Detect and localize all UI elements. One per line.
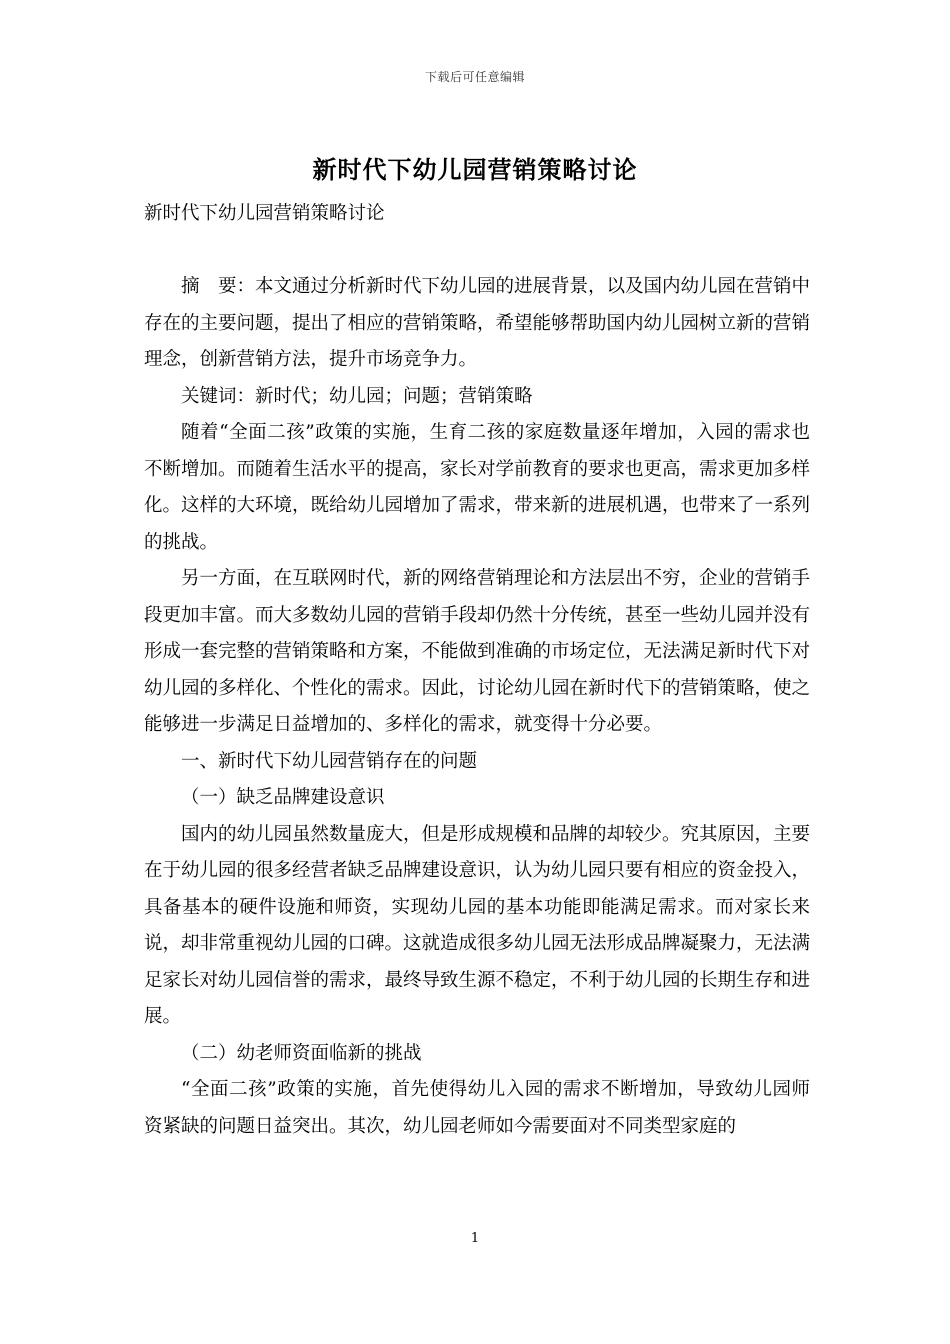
section-heading: 一、新时代下幼儿园营销存在的问题 [181,750,478,772]
abstract-paragraph: 摘 要：本文通过分析新时代下幼儿园的进展背景，以及国内幼儿园在营销中存在的主要问题，提出了相应的营销策略，希望能够帮助国内幼儿园树立新的营销理念，创新营销方法，提升市场竞争力。 [144,276,811,370]
document-body [144,196,810,1145]
body-paragraph: 随着“全面二孩”政策的实施，生育二孩的家庭数量逐年增加，入园的需求也不断增加。而随着生活水平的提高，家长对学前教育的要求也更高，需求更加多样化。这样的大环境，既给幼儿园增加了需求，带来新的进展机遇，也带来了一系列的挑战。 [144,422,811,553]
subsection-heading: （二）幼老师资面临新的挑战 [181,1042,422,1064]
subsection-heading: （一）缺乏品牌建设意识 [181,787,385,808]
download-note: 下载后可任意编辑 [424,70,525,84]
body-paragraph: “全面二孩”政策的实施，首先使得幼儿入园的需求不断增加，导致幼儿园师资紧缺的问题日益突出。其次，幼儿园老师如今需要面对不同类型家庭的 [144,1079,810,1137]
document-subtitle: 新时代下幼儿园营销策略讨论 [144,203,385,224]
document-title: 新时代下幼儿园营销策略讨论 [312,155,638,184]
keywords-paragraph: 关键词：新时代；幼儿园；问题；营销策略 [181,385,533,407]
page-number: 1 [470,1231,480,1246]
body-paragraph: 国内的幼儿园虽然数量庞大，但是形成规模和品牌的却较少。究其原因，主要在于幼儿园的很多经营者缺乏品牌建设意识，认为幼儿园只要有相应的资金投入，具备基本的硬件设施和师资，实现幼儿园的基本功能即能满足需求。而对家长来说，却非常重视幼儿园的口碑。这就造成很多幼儿园无法形成品牌凝聚力，无法满足家长对幼儿园信誉的需求，最终导致生源不稳定，不利于幼儿园的长期生存和进展。 [144,823,811,1027]
body-paragraph: 另一方面，在互联网时代，新的网络营销理论和方法层出不穷，企业的营销手段更加丰富。而大多数幼儿园的营销手段却仍然十分传统，甚至一些幼儿园并没有形成一套完整的营销策略和方案，不能做到准确的市场定位，无法满足新时代下对幼儿园的多样化、个性化的需求。因此，讨论幼儿园在新时代下的营销策略，使之能够进一步满足日益增加的、多样化的需求，就变得十分必要。 [144,568,811,735]
